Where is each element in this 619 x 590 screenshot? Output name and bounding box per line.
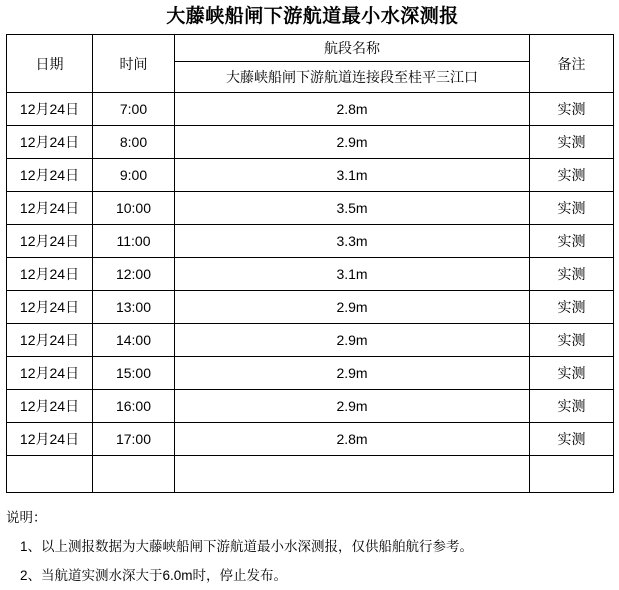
table-row: [7, 324, 614, 357]
cell-depth: 2.8m: [175, 93, 530, 126]
cell-time: 16:00: [93, 390, 175, 423]
cell-date: 12月24日: [7, 423, 93, 456]
cell-time: 11:00: [93, 225, 175, 258]
table-row: [7, 225, 614, 258]
cell-depth: 3.1m: [175, 159, 530, 192]
cell-note: 实测: [530, 390, 614, 423]
note-item-1: 1、以上测报数据为大藤峡船闸下游航道最小水深测报，仅供船舶航行参考。: [20, 539, 474, 554]
cell-time: 10:00: [93, 192, 175, 225]
table-row: [7, 258, 614, 291]
cell-depth: 3.5m: [175, 192, 530, 225]
cell-depth: 2.9m: [175, 324, 530, 357]
column-header-date: 日期: [7, 35, 93, 93]
notes-label: 说明：: [6, 510, 47, 525]
cell-date: 12月24日: [7, 159, 93, 192]
cell-date: 12月24日: [7, 291, 93, 324]
cell-date: 12月24日: [7, 258, 93, 291]
table-row: [7, 93, 614, 126]
cell-depth: 3.1m: [175, 258, 530, 291]
cell-depth: 2.9m: [175, 390, 530, 423]
table-row: [7, 291, 614, 324]
cell-note: 实测: [530, 126, 614, 159]
column-header-note: 备注: [530, 35, 614, 93]
cell-note: 实测: [530, 192, 614, 225]
table-row: [7, 390, 614, 423]
cell-note: 实测: [530, 324, 614, 357]
cell-depth: 2.9m: [175, 357, 530, 390]
cell-date: 12月24日: [7, 357, 93, 390]
table-row: [7, 423, 614, 456]
cell-date: 12月24日: [7, 192, 93, 225]
cell-time: 17:00: [93, 423, 175, 456]
cell-note: 实测: [530, 423, 614, 456]
cell-note: 实测: [530, 258, 614, 291]
depth-report-table: [6, 34, 614, 493]
cell-depth: 2.8m: [175, 423, 530, 456]
cell-empty-depth: [175, 456, 530, 493]
cell-note: 实测: [530, 159, 614, 192]
cell-time: 15:00: [93, 357, 175, 390]
column-header-segment-group: 航段名称: [175, 35, 530, 62]
cell-time: 12:00: [93, 258, 175, 291]
table-row-empty: [7, 456, 614, 493]
cell-time: 9:00: [93, 159, 175, 192]
cell-note: 实测: [530, 291, 614, 324]
cell-empty-date: [7, 456, 93, 493]
table-row: [7, 192, 614, 225]
cell-depth: 3.3m: [175, 225, 530, 258]
table-body: [7, 93, 614, 493]
cell-date: 12月24日: [7, 93, 93, 126]
cell-time: 13:00: [93, 291, 175, 324]
cell-depth: 2.9m: [175, 126, 530, 159]
cell-date: 12月24日: [7, 225, 93, 258]
cell-date: 12月24日: [7, 324, 93, 357]
cell-note: 实测: [530, 357, 614, 390]
table-row: [7, 126, 614, 159]
notes-section: [6, 493, 613, 590]
cell-note: 实测: [530, 225, 614, 258]
cell-empty-note: [530, 456, 614, 493]
page-title: 大藤峡船闸下游航道最小水深测报: [166, 6, 459, 27]
cell-time: 7:00: [93, 93, 175, 126]
cell-time: 8:00: [93, 126, 175, 159]
column-header-segment-sub: 大藤峡船闸下游航道连接段至桂平三江口: [175, 62, 530, 93]
cell-note: 实测: [530, 93, 614, 126]
cell-date: 12月24日: [7, 390, 93, 423]
table-row: [7, 357, 614, 390]
cell-time: 14:00: [93, 324, 175, 357]
cell-depth: 2.9m: [175, 291, 530, 324]
cell-empty-time: [93, 456, 175, 493]
column-header-time: 时间: [93, 35, 175, 93]
table-row: [7, 159, 614, 192]
table-header: [7, 35, 614, 93]
cell-date: 12月24日: [7, 126, 93, 159]
note-item-2: 2、当航道实测水深大于6.0m时，停止发布。: [20, 568, 288, 583]
